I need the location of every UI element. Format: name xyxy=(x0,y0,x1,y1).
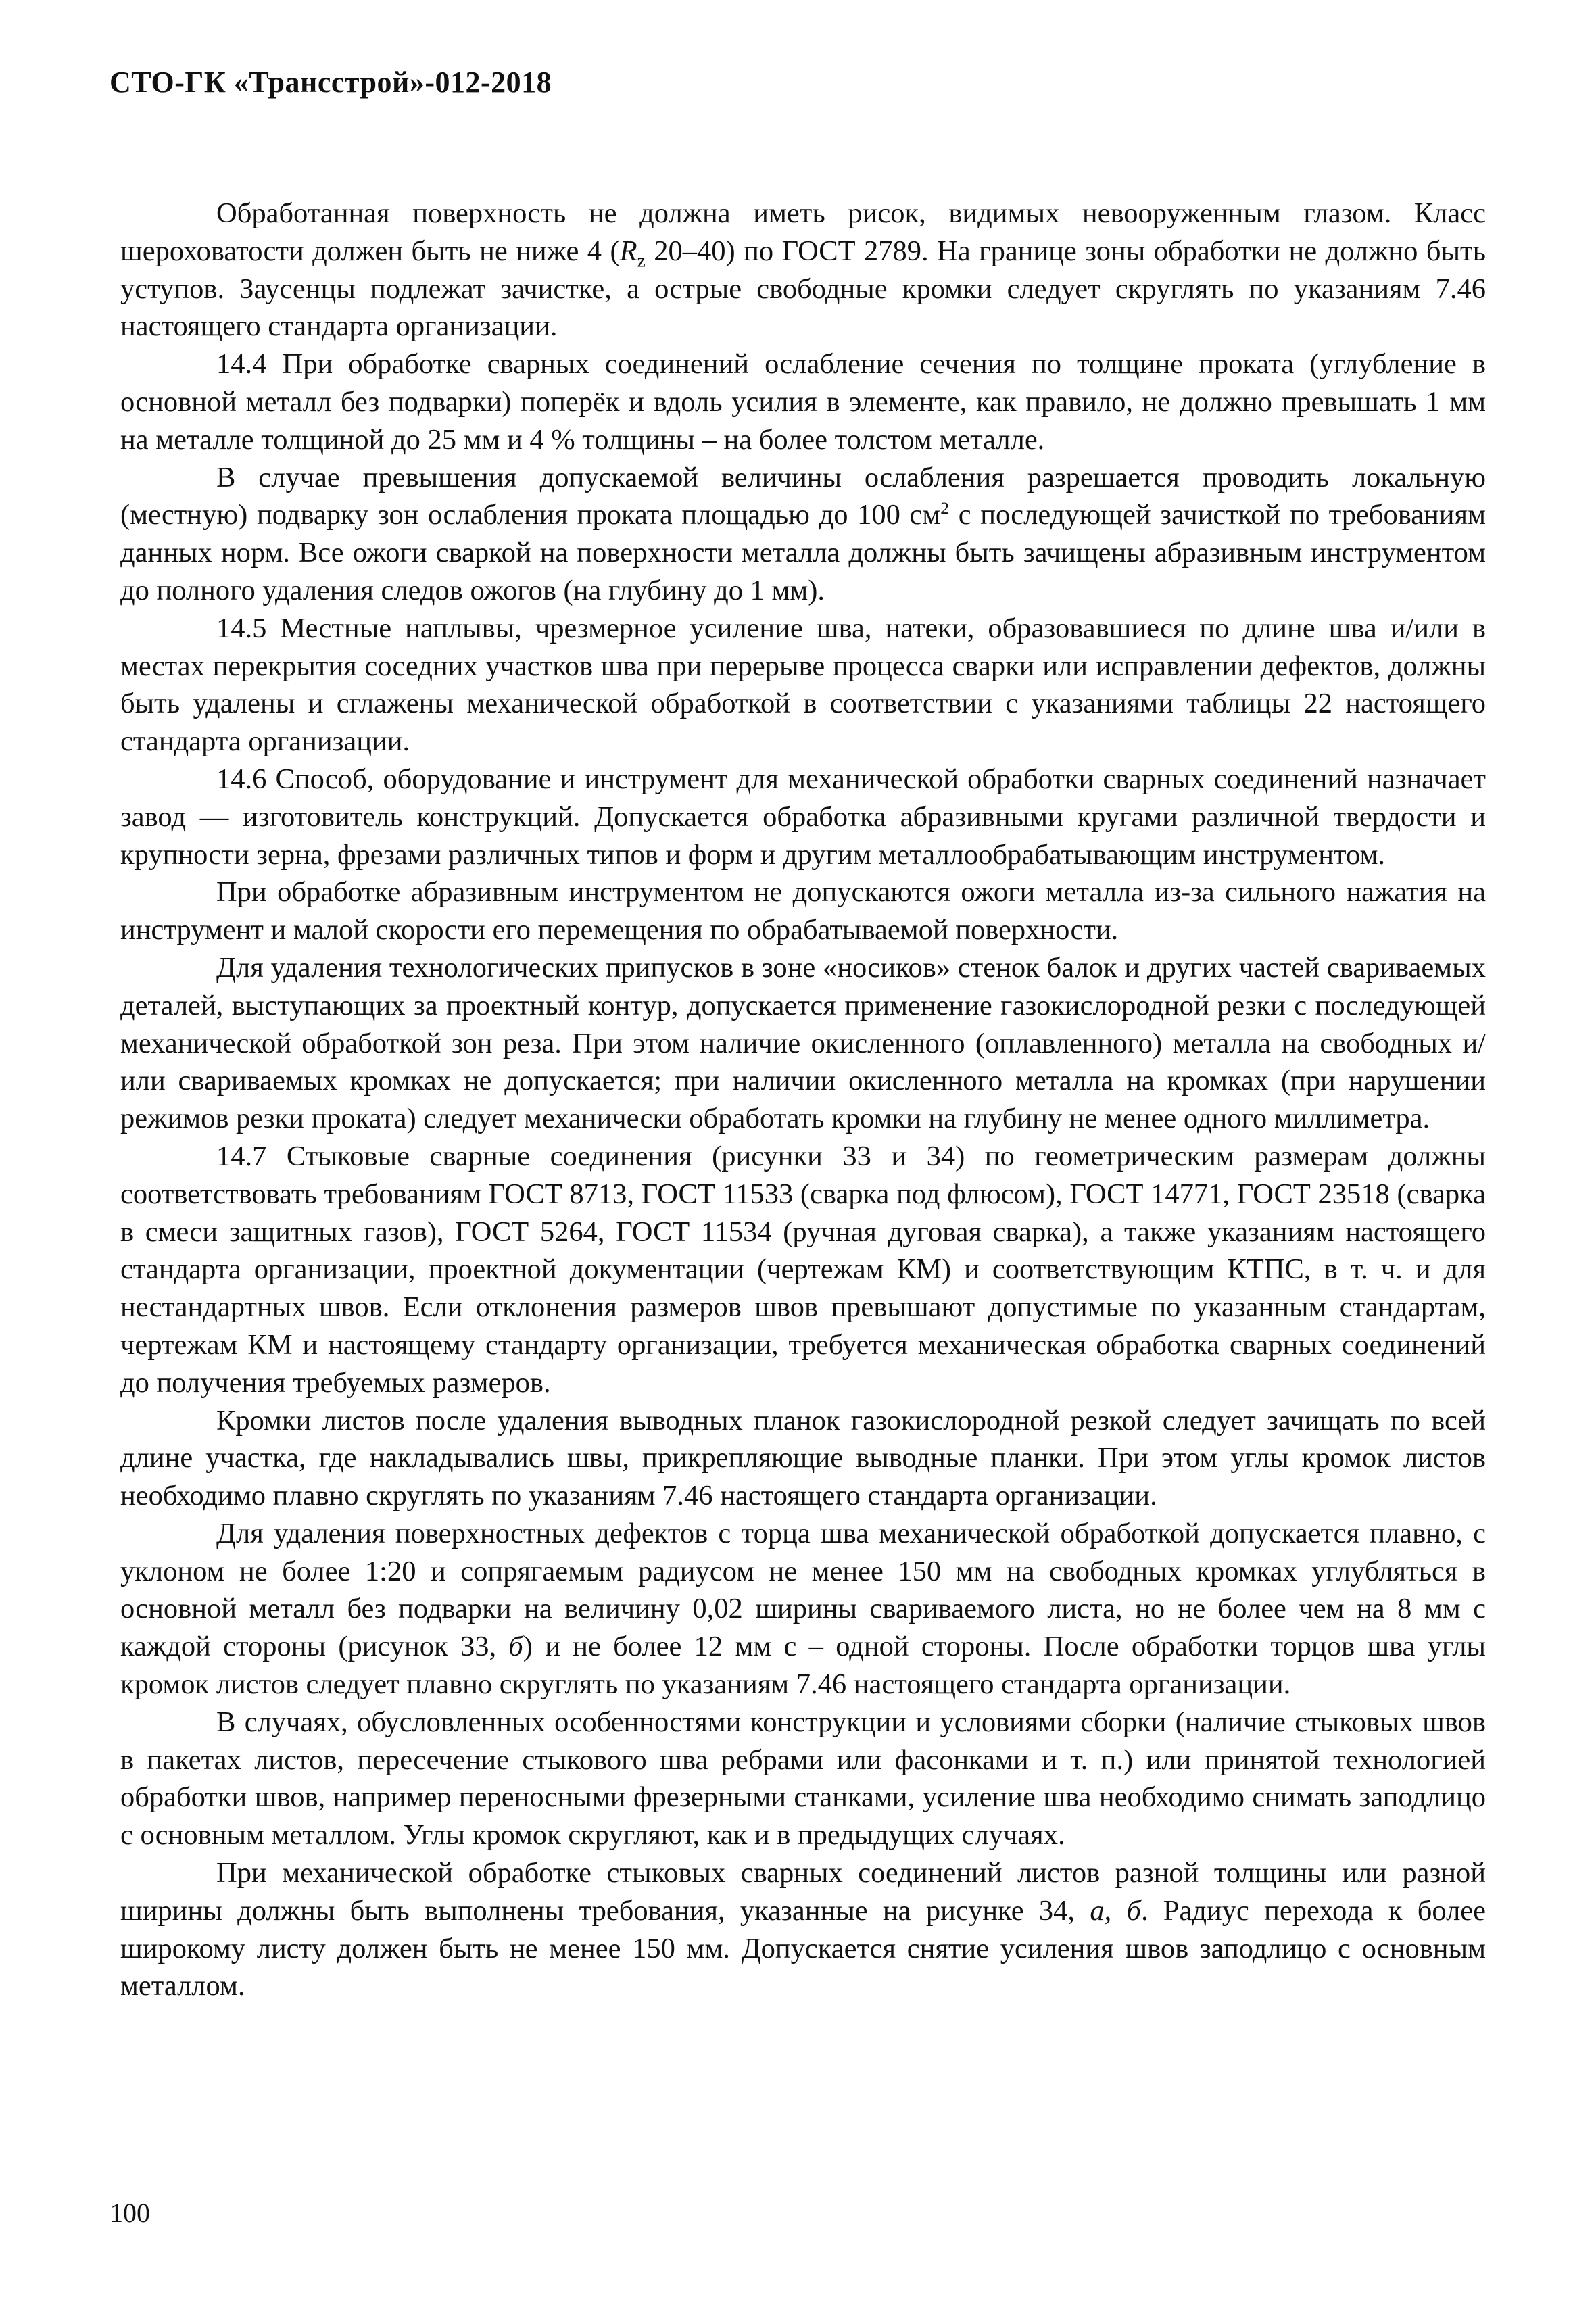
paragraph-surface-defects xyxy=(120,1515,1486,1704)
paragraph-14-7: 14.7 Стыковые сварные соединения (рисунки 33 и 34) по геометрическим размерам должны соответствовать требованиям ГОСТ 8713, ГОСТ 11533 (сварка под флюсом), ГОСТ 14771, ГОСТ 23518 (сварка в смеси защитных газов), ГОСТ 5264, ГОСТ 11534 (ручная дуговая сварка), а также указаниям настоящего стандарта организации, проектной документации (чертежам КМ) и соответствующим КТПС, в т. ч. и для нестандартных швов. Если отклонения размеров швов превышают допустимые по указанным стандартам, чертежам КМ и настоящему стандарту организации, требуется механическая обработка сварных соединений до получения требуемых размеров. xyxy=(120,1140,1486,1399)
paragraph-roughness xyxy=(120,195,1486,345)
document-body xyxy=(120,195,1486,2005)
paragraph-text: 20–40) по ГОСТ 2789. На границе зоны обработки не должно быть уступов. Заусенцы подлежат зачистке, а острые свободные кромки следует скруглять по указаниям 7.46 настоящего стандарта организации. xyxy=(120,235,1486,343)
paragraph-edges: Кромки листов после удаления выводных планок газокислородной резкой следует зачищать по всей длине участка, где накладывались швы, прикрепляющие выводные планки. При этом углы кромок листов необходимо плавно скруглять по указаниям 7.46 настоящего стандарта организации. xyxy=(120,1404,1486,1512)
page-number: 100 xyxy=(110,2198,150,2228)
figure-letter: б xyxy=(1126,1894,1141,1927)
roughness-subscript: z xyxy=(637,249,646,271)
document-header-title: СТО-ГК «Трансстрой»-012-2018 xyxy=(110,66,552,99)
paragraph-text: с последующей зачисткой по требованиям данных норм. Все ожоги сваркой на поверхности металла должны быть зачищены абразивным инструментом до полного удаления следов ожогов (на глубину до 1 мм). xyxy=(120,499,1486,606)
paragraph-text: В случае превышения допускаемой величины ослабления разрешается проводить локальную (местную) подварку зон ослабления проката площадью до 100 см xyxy=(120,461,1486,531)
figure-letter: а xyxy=(1090,1894,1105,1927)
paragraph-allowances: Для удаления технологических припусков в зоне «носиков» стенок балок и других частей свариваемых деталей, выступающих за проектный контур, допускается применение газокислородной резки с последующей механической обработкой зон реза. При этом наличие окисленного (оплавленного) металла на свободных и/или свариваемых кромках не допускается; при наличии окисленного металла на кромках (при нарушении режимов резки проката) следует механически обработать кромки на глубину не менее одного миллиметра. xyxy=(120,951,1486,1135)
paragraph-text: ) и не более 12 мм с – одной стороны. После обработки торцов шва углы кромок листов следует плавно скруглять по указаниям 7.46 настоящего стандарта организации. xyxy=(120,1631,1486,1701)
paragraph-text: . Радиус перехода к более широкому листу должен быть не менее 150 мм. Допускается снятие усиления швов заподлицо с основным металлом. xyxy=(120,1894,1486,2002)
paragraph-text: При механической обработке стыковых сварных соединений листов разной толщины или разной ширины должны быть выполнены требования, указанные на рисунке 34, xyxy=(120,1857,1486,1927)
paragraph-text: Обработанная поверхность не должна иметь рисок, видимых невооруженным глазом. Класс шероховатости должен быть не ниже 4 ( xyxy=(120,197,1486,267)
paragraph-text: Для удаления поверхностных дефектов с торца шва механической обработкой допускается плавно, с уклоном не более 1:20 и сопрягаемым радиусом не менее 150 мм на свободных кромках углубляться в основной металл без подварки на величину 0,02 ширины свариваемого листа, но не более чем на 8 мм с каждой стороны (рисунок 33, xyxy=(120,1517,1486,1663)
paragraph-text: , xyxy=(1104,1894,1127,1927)
superscript: 2 xyxy=(940,498,950,518)
paragraph-weakening xyxy=(120,459,1486,610)
paragraph-14-5: 14.5 Местные наплывы, чрезмерное усиление шва, натеки, образовавшиеся по длине шва и/или в местах перекрытия соседних участков шва при перерыве процесса сварки или исправлении дефектов, должны быть удалены и сглажены механической обработкой в соответствии с указаниями таблицы 22 настоящего стандарта организации. xyxy=(120,612,1486,758)
paragraph-special-cases: В случаях, обусловленных особенностями конструкции и условиями сборки (наличие стыковых швов в пакетах листов, пересечение стыкового шва ребрами или фасонками и т. п.) или принятой технологией обработки швов, например переносными фрезерными станками, усиление шва необходимо снимать заподлицо с основным металлом. Углы кромок скругляют, как и в предыдущих случаях. xyxy=(120,1706,1486,1852)
paragraph-different-thickness xyxy=(120,1854,1486,2005)
paragraph-14-4: 14.4 При обработке сварных соединений ослабление сечения по толщине проката (углубление в основной металл без подварки) поперёк и вдоль усилия в элементе, как правило, не должно превышать 1 мм на металле толщиной до 25 мм и 4 % толщины – на более толстом металле. xyxy=(120,348,1486,456)
paragraph-14-6: 14.6 Способ, оборудование и инструмент для механической обработки сварных соединений назначает завод — изготовитель конструкций. Допускается обработка абразивными кругами различной твердости и крупности зерна, фрезами различных типов и форм и другим металлообрабатывающим инструментом. xyxy=(120,763,1486,871)
figure-letter: б xyxy=(508,1631,523,1663)
roughness-symbol: R xyxy=(619,235,637,267)
paragraph-abrasive: При обработке абразивным инструментом не допускаются ожоги металла из-за сильного нажатия на инструмент и малой скорости его перемещения по обрабатываемой поверхности. xyxy=(120,876,1486,946)
